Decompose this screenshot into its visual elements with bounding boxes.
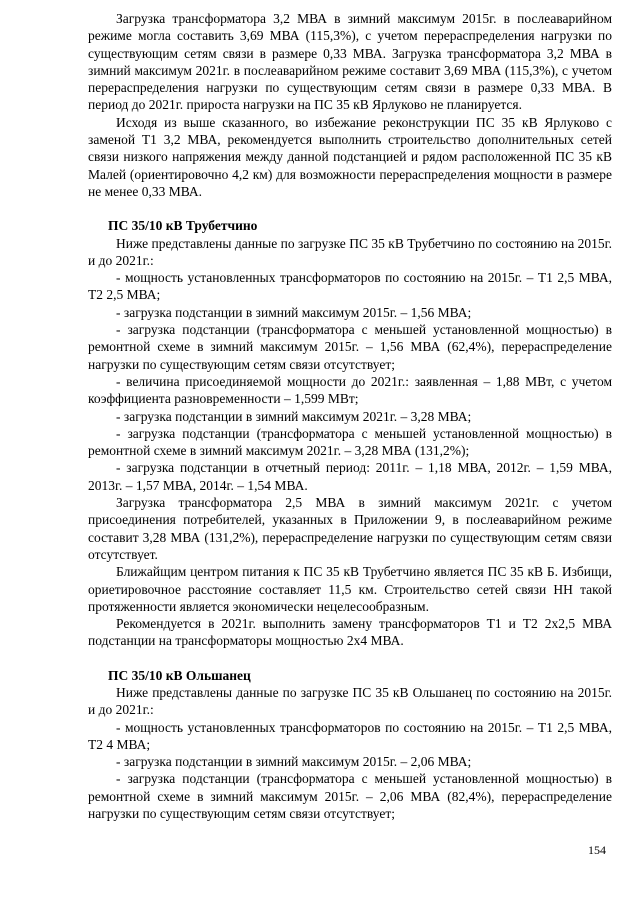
list-item-repair-scheme-2021: - загрузка подстанции (трансформатора с меньшей установленной мощностью) в ремонтной схеме в зимний максимум 2021г. – 3,28 МВА (131,2%); [88, 425, 612, 459]
list-item-installed-capacity: - мощность установленных трансформаторов по состоянию на 2015г. – Т1 2,5 МВА, Т2 2,5 МВА; [88, 270, 612, 303]
paragraph-nearest-center-trubetchino: Ближайщим центром питания к ПС 35 кВ Трубетчино является ПС 35 кВ Б. Избищи, ориетировочное расстояние составляет 11,5 км. Строительство сетей связи НН такой протяженности является экономически нецелесообразным. [88, 564, 612, 614]
section-heading-trubetchino: ПС 35/10 кВ Трубетчино [108, 218, 258, 234]
paragraph-intro-olshanets: Ниже представлены данные по загрузке ПС 35 кВ Ольшанец по состоянию на 2015г. и до 2021г.: [88, 684, 612, 718]
paragraph-transformer-load-trubetchino: Загрузка трансформатора 2,5 МВА в зимний максимум 2021г. с учетом присоединения потребителей, указанных в Приложении 9, в послеаварийном режиме составит 3,28 МВА (131,2%), перераспределение нагрузки по существующим сетям связи отсутствует. [88, 495, 612, 562]
section-heading-olshanets: ПС 35/10 кВ Ольшанец [108, 667, 251, 683]
list-item-winter-load-2021: - загрузка подстанции в зимний максимум 2021г. – 3,28 МВА; [116, 408, 472, 424]
list-item-repair-scheme-2015-olshanets: - загрузка подстанции (трансформатора с меньшей установленной мощностью) в ремонтной схеме в зимний максимум 2015г. – 2,06 МВА (82,4%), перераспределение нагрузки по существующим сетям связи отсутствует; [88, 771, 612, 822]
list-item-winter-load-2015-olshanets: - загрузка подстанции в зимний максимум 2015г. – 2,06 МВА; [116, 754, 472, 770]
list-item-repair-scheme-2015: - загрузка подстанции (трансформатора с меньшей установленной мощностью) в ремонтной схеме в зимний максимум 2015г. – 1,56 МВА (62,4%), перераспределение нагрузки по существующим сетям связи отсутствует; [88, 322, 612, 372]
paragraph-recommendation-yarlukovo: Исходя из выше сказанного, во избежание реконструкции ПС 35 кВ Ярлуково с заменой Т1 3,2 МВА, рекомендуется выполнить строительство дополнительных сетей связи низкого напряжения между данной подстанцией и рядом расположенной ПС 35 кВ Малей (ориентировочно 4,2 км) для возможности перераспределения мощности в размере не менее 0,33 МВА. [88, 114, 612, 199]
paragraph-load-yarlukovo: Загрузка трансформатора 3,2 МВА в зимний максимум 2015г. в послеаварийном режиме могла составить 3,69 МВА (115,3%), с учетом перераспределения нагрузки по существующим сетям связи в размере 0,33 МВА. Загрузка трансформатора 3,2 МВА в зимний максимум 2021г. в послеаварийном режиме составит 3,69 МВА (115,3%), с учетом перераспределения нагрузки по существующим сетям связи в размере 0,33 МВА. В период до 2021г. прироста нагрузки на ПС 35 кВ Ярлуково не планируется. [88, 11, 612, 113]
page-number: 154 [588, 843, 606, 857]
paragraph-recommendation-trubetchino: Рекомендуется в 2021г. выполнить замену трансформаторов Т1 и Т2 2х2,5 МВА подстанции на трансформаторы мощностью 2х4 МВА. [88, 616, 612, 649]
list-item-connected-capacity: - величина присоединяемой мощности до 2021г.: заявленная – 1,88 МВт, с учетом коэффициента разновременности – 1,599 МВт; [88, 373, 612, 407]
paragraph-intro-trubetchino: Ниже представлены данные по загрузке ПС 35 кВ Трубетчино по состоянию на 2015г. и до 2021г.: [88, 235, 612, 268]
list-item-reporting-period: - загрузка подстанции в отчетный период: 2011г. – 1,18 МВА, 2012г. – 1,59 МВА, 2013г. – 1,57 МВА, 2014г. – 1,54 МВА. [88, 460, 612, 493]
list-item-installed-capacity-olshanets: - мощность установленных трансформаторов по состоянию на 2015г. – Т1 2,5 МВА, Т2 4 МВА; [88, 719, 612, 752]
document-page [88, 10, 612, 822]
list-item-winter-load-2015: - загрузка подстанции в зимний максимум 2015г. – 1,56 МВА; [116, 304, 472, 320]
